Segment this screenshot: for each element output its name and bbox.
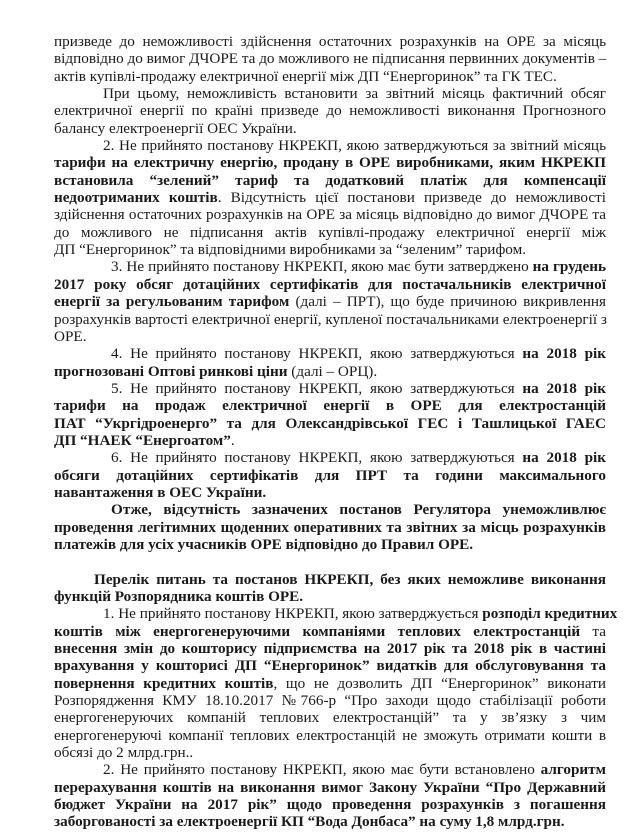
text-line: [54, 588, 606, 605]
text-run: обсязі до 2 млрд.грн..: [54, 744, 194, 762]
list-item-5: [54, 380, 606, 449]
text-run: ОРЕ.: [54, 327, 87, 345]
paragraph-intro: [54, 33, 606, 85]
text-line: [54, 796, 606, 813]
bold-text: енергії за регульованим тарифом: [54, 293, 290, 311]
text-run: призведе до неможливості здійснення остаточних розрахунків на ОРЕ за місяць: [54, 33, 606, 50]
text-run: При цьому, неможливість встановити за звітний місяць фактичний обсяг: [103, 85, 606, 103]
text-line: [54, 258, 606, 275]
bold-text: ПАТ “Укргідроенерго” та для Олександрівської ГЕС і Ташлицької ГАЕС: [54, 414, 606, 432]
conclusion-paragraph: [54, 501, 606, 553]
bold-text: ДП “НАЕК “Енергоатом”: [54, 431, 231, 449]
bold-text: внесення змін до кошторису підприємства на 2017 рік та 2018 рік в частині: [54, 640, 606, 658]
bold-text: розподіл кредитних: [482, 605, 618, 623]
text-line: [54, 172, 606, 189]
text-line: [54, 640, 606, 657]
bold-text: на 2018 рік: [522, 449, 607, 467]
text-run: відповідно до вимог ДЧОРЕ та до можливого не підписання первинних документів –: [54, 50, 607, 68]
text-line: [54, 467, 606, 484]
text-line: [54, 276, 606, 293]
text-line: [54, 85, 606, 102]
text-line: [54, 137, 606, 154]
bold-text: тарифи на електричну енергію, продану в ОРЕ виробниками, яким НКРЕКП: [54, 154, 606, 172]
text-run: ДП “Енергоринок” та відповідними виробниками за “зеленим” тарифом.: [54, 241, 526, 259]
bold-text: бюджет України на 2017 рік” щодо проведення розрахунків з погашення: [54, 796, 606, 814]
text-run: розрахунків вартості електричної енергії, купленої постачальниками електроенергії з: [54, 310, 607, 328]
text-line: [54, 519, 606, 536]
text-line: [54, 120, 606, 137]
text-line: [54, 449, 606, 466]
list-item-2: [54, 137, 606, 258]
text-run: 2. Не прийнято постанову НКРЕКП, якою затверджуються за звітний місяць: [103, 137, 606, 155]
text-line: [54, 293, 606, 310]
text-line: [54, 102, 606, 119]
list-item-6: [54, 449, 606, 501]
text-run: електричної енергії по країні призведе до неможливості виконання Прогнозного: [54, 102, 606, 120]
text-run: енергогенеруючих компаній теплових електростанцій” та у зв’язку з чим: [54, 709, 606, 727]
text-line: [54, 328, 606, 345]
bold-text: навантаження в ОЕС України.: [54, 483, 267, 501]
text-line: [54, 727, 606, 744]
text-line: [54, 709, 606, 726]
text-run: енергогенеруючі компанії теплових електростанцій не зможуть отримати кошти в: [54, 726, 606, 744]
text-run: актів купівлі-продажу електричної енергії між ДП “Енергоринок” та ГК ТЕС.: [54, 67, 557, 85]
list-item-3: [54, 258, 606, 345]
bold-text: коштів між енергогенеруючими компаніями теплових електростанцій: [54, 622, 581, 640]
bold-text: функцій Розпорядника коштів ОРЕ.: [54, 588, 304, 605]
text-run: (далі – ОРЦ).: [287, 362, 378, 380]
bold-text: на 2018 рік: [522, 379, 607, 397]
text-line: [54, 761, 606, 778]
text-line: [54, 415, 606, 432]
text-line: [54, 605, 618, 623]
text-line: [54, 484, 606, 501]
text-run: 2. Не прийнято постанову НКРЕКП, якою має бути встановлено: [103, 761, 541, 779]
text-line: [54, 623, 606, 640]
text-run: . Відсутність цієї постанови призведе до неможливості: [217, 189, 606, 207]
sub-item-1: [54, 605, 618, 762]
bold-text: платежів для усіх учасників ОРЕ відповідно до Правил ОРЕ.: [54, 535, 474, 553]
text-line: [54, 206, 606, 223]
text-line: [54, 397, 606, 414]
text-line: [54, 571, 606, 588]
bold-text: повернення кредитних коштів: [54, 674, 274, 692]
section-heading: [54, 571, 606, 606]
text-line: [54, 813, 606, 830]
text-run: та: [580, 622, 606, 640]
text-run: , що не дозволить ДП “Енергоринок” виконати: [273, 674, 607, 692]
blank-line: [54, 553, 606, 570]
list-item-4: [54, 345, 606, 380]
text-line: [54, 363, 606, 380]
bold-text: на 2018 рік: [522, 345, 607, 363]
bold-text: на грудень: [532, 258, 606, 276]
text-line: [54, 536, 606, 553]
text-run: здійснення остаточних розрахунків на ОРЕ за місяць відповідно до вимог ДЧОРЕ та: [54, 206, 606, 224]
bold-text: заборгованості за електроенергії КП “Вода Донбаса” на суму 1,8 млрд.грн.: [54, 813, 565, 831]
paragraph-consequence: [54, 85, 606, 137]
bold-text: Отже, відсутність зазначених постанов Регулятора унеможливлює: [111, 501, 606, 519]
bold-text: врахування у кошторисі ДП “Енергоринок” видатків для обслуговування та: [54, 657, 606, 675]
bold-text: прогнозовані Оптові ринкові ціни: [54, 362, 288, 380]
bold-text: Перелік питань та постанов НКРЕКП, без яких неможливе виконання: [94, 570, 606, 588]
text-line: [54, 241, 606, 258]
bold-text: перерахування коштів на виконання вимог Закону України “Про Державний: [54, 778, 606, 796]
bold-text: тарифи на продаж електричної енергії в ОРЕ для електростанцій: [54, 397, 606, 415]
text-line: [54, 675, 606, 692]
text-line: [54, 33, 606, 50]
text-line: [54, 744, 606, 761]
document-page: [54, 33, 618, 831]
text-line: [54, 432, 606, 449]
text-run: Розпорядження КМУ 18.10.2017 №766-р “Про заходи щодо стабілізації роботи: [54, 692, 606, 710]
text-run: 5. Не прийнято постанову НКРЕКП, якою затверджуються: [111, 379, 523, 397]
text-line: [54, 224, 606, 241]
bold-text: алгоритм: [540, 761, 606, 779]
bold-text: недоотриманих коштів: [54, 189, 218, 207]
text-run: (далі – ПРТ), що буде причиною викривлення: [289, 293, 607, 311]
text-line: [54, 692, 606, 709]
text-line: [54, 68, 606, 85]
text-line: [54, 345, 606, 362]
bold-text: обсяги дотаційних сертифікатів для ПРТ та години максимального: [54, 466, 606, 484]
text-run: 6. Не прийнято постанову НКРЕКП, якою затверджуються: [111, 449, 523, 467]
text-line: [54, 657, 606, 674]
text-line: [54, 779, 606, 796]
bold-text: проведення легітимних щоденних оперативних та звітних за місць розрахунків: [54, 518, 606, 536]
text-run: 4. Не прийнято постанову НКРЕКП, якою затверджуються: [111, 345, 523, 363]
text-line: [54, 189, 606, 206]
text-run: балансу електроенергії ОЕС України.: [54, 119, 297, 137]
text-line: [54, 154, 606, 171]
text-run: 3. Не прийнято постанову НКРЕКП, якою має бути затверджено: [111, 258, 533, 276]
text-line: [54, 311, 606, 328]
text-run: 1. Не прийнято постанову НКРЕКП, якою затверджується: [103, 605, 483, 623]
text-run: .: [230, 431, 235, 449]
sub-item-2: [54, 761, 606, 830]
bold-text: 2017 року обсяг дотаційних сертифікатів для постачальників електричної: [54, 275, 606, 293]
text-line: [54, 380, 606, 397]
text-line: [54, 501, 606, 518]
text-line: [54, 50, 606, 67]
text-run: до можливого не підписання актів купівлі-продажу електричної енергії між: [54, 223, 606, 241]
bold-text: встановила “зелений” тариф та додатковий платіж для компенсації: [54, 171, 606, 189]
